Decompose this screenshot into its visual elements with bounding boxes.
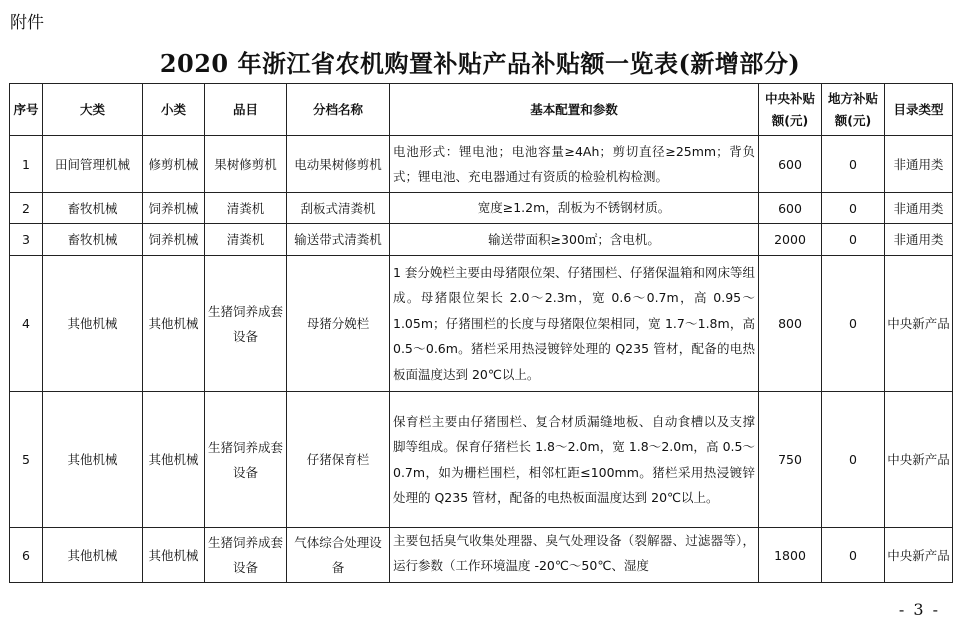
cell-local-subsidy: 0 [822,193,885,224]
header-catalog-type: 目录类型 [885,84,953,136]
cell-tier-name: 电动果树修剪机 [287,136,390,193]
cell-item: 生猪饲养成套设备 [205,392,287,528]
cell-catalog-type: 中央新产品 [885,528,953,583]
cell-local-subsidy: 0 [822,224,885,256]
cell-central-subsidy: 800 [759,256,822,392]
header-category: 大类 [43,84,143,136]
header-central-subsidy: 中央补贴额(元) [759,84,822,136]
page-number: - 3 - [898,600,940,619]
cell-category: 畜牧机械 [43,193,143,224]
cell-seq: 2 [10,193,43,224]
cell-local-subsidy: 0 [822,136,885,193]
cell-item: 生猪饲养成套设备 [205,528,287,583]
header-item: 品目 [205,84,287,136]
cell-config: 电池形式：锂电池；电池容量≥4Ah；剪切直径≥25mm；背负式；锂电池、充电器通过有资质的检验机构检测。 [390,136,759,193]
cell-catalog-type: 非通用类 [885,193,953,224]
cell-central-subsidy: 600 [759,136,822,193]
cell-central-subsidy: 750 [759,392,822,528]
cell-item: 清粪机 [205,224,287,256]
cell-config: 1 套分娩栏主要由母猪限位架、仔猪围栏、仔猪保温箱和网床等组成。母猪限位架长 2.0～2.3m，宽 0.6～0.7m，高 0.95～1.05m；仔猪围栏的长度与母猪限位架相同，宽 1.7～1.8m，高 0.5～0.6m。猪栏采用热浸镀锌处理的 Q235 管材，配备的电热板面温度达到 20℃以上。 [390,256,759,392]
cell-local-subsidy: 0 [822,256,885,392]
cell-subcategory: 其他机械 [143,392,205,528]
cell-config: 宽度≥1.2m，刮板为不锈钢材质。 [390,193,759,224]
cell-category: 其他机械 [43,392,143,528]
cell-tier-name: 刮板式清粪机 [287,193,390,224]
cell-seq: 6 [10,528,43,583]
cell-central-subsidy: 1800 [759,528,822,583]
cell-category: 田间管理机械 [43,136,143,193]
table-row [10,256,953,392]
cell-category: 其他机械 [43,256,143,392]
cell-tier-name: 母猪分娩栏 [287,256,390,392]
cell-local-subsidy: 0 [822,392,885,528]
cell-config: 保育栏主要由仔猪围栏、复合材质漏缝地板、自动食槽以及支撑脚等组成。保育仔猪栏长 1.8～2.0m，宽 1.8～2.0m，高 0.5～0.7m，如为栅栏围栏，相邻杠距≤100mm。猪栏采用热浸镀锌处理的 Q235 管材，配备的电热板面温度达到 20℃以上。 [390,392,759,528]
cell-seq: 5 [10,392,43,528]
subsidy-table [9,83,953,583]
cell-subcategory: 修剪机械 [143,136,205,193]
cell-subcategory: 其他机械 [143,256,205,392]
attachment-label: 附件 [10,13,44,33]
cell-catalog-type: 中央新产品 [885,256,953,392]
header-seq: 序号 [10,84,43,136]
header-row [10,84,953,136]
header-config: 基本配置和参数 [390,84,759,136]
table-row [10,528,953,583]
cell-item: 生猪饲养成套设备 [205,256,287,392]
cell-catalog-type: 非通用类 [885,224,953,256]
cell-item: 果树修剪机 [205,136,287,193]
cell-catalog-type: 中央新产品 [885,392,953,528]
table-row [10,224,953,256]
header-subcategory: 小类 [143,84,205,136]
cell-local-subsidy: 0 [822,528,885,583]
cell-config: 输送带面积≥300㎡；含电机。 [390,224,759,256]
cell-category: 其他机械 [43,528,143,583]
cell-subcategory: 饲养机械 [143,193,205,224]
header-tier-name: 分档名称 [287,84,390,136]
table-row [10,193,953,224]
cell-tier-name: 输送带式清粪机 [287,224,390,256]
cell-subcategory: 饲养机械 [143,224,205,256]
cell-tier-name: 气体综合处理设备 [287,528,390,583]
cell-tier-name: 仔猪保育栏 [287,392,390,528]
cell-category: 畜牧机械 [43,224,143,256]
table-row [10,392,953,528]
page-title: 2020 年浙江省农机购置补贴产品补贴额一览表(新增部分) [159,49,801,78]
cell-config: 主要包括臭气收集处理器、臭气处理设备（裂解器、过滤器等），运行参数（工作环境温度 -20℃～50℃、湿度 [390,528,759,583]
cell-seq: 1 [10,136,43,193]
cell-item: 清粪机 [205,193,287,224]
cell-seq: 3 [10,224,43,256]
cell-central-subsidy: 600 [759,193,822,224]
cell-catalog-type: 非通用类 [885,136,953,193]
cell-central-subsidy: 2000 [759,224,822,256]
cell-seq: 4 [10,256,43,392]
header-local-subsidy: 地方补贴额(元) [822,84,885,136]
cell-subcategory: 其他机械 [143,528,205,583]
table-row [10,136,953,193]
